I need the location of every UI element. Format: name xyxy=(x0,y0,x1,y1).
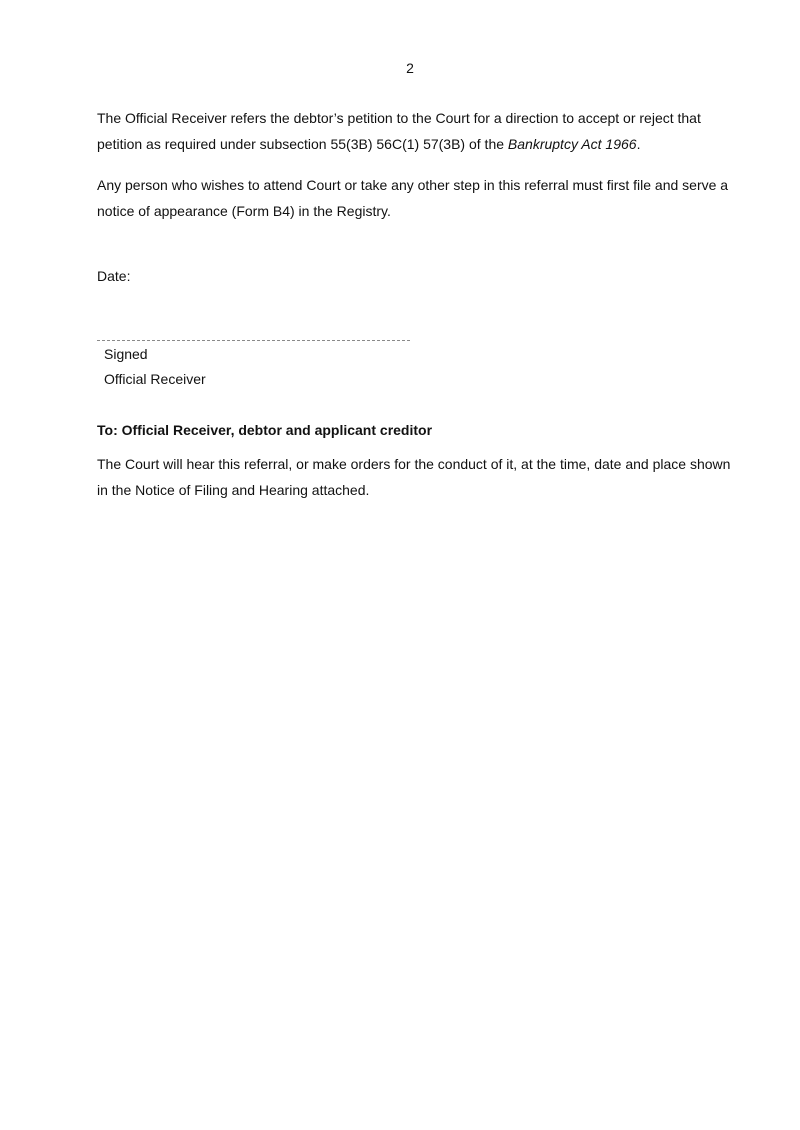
date-label: Date: xyxy=(97,268,131,284)
referral-paragraph xyxy=(97,105,737,157)
signatory-role: Official Receiver xyxy=(104,371,206,387)
signature-block xyxy=(104,342,206,392)
page-number: 2 xyxy=(406,60,414,76)
recipients-heading: To: Official Receiver, debtor and applicant creditor xyxy=(97,422,433,438)
signed-label: Signed xyxy=(104,346,148,362)
referral-text: The Official Receiver refers the debtor’s petition to the Court for a direction to accept or reject that petition as required under subsection 55(3B) 56C(1) 57(3B) of the xyxy=(97,110,701,152)
appearance-paragraph: Any person who wishes to attend Court or take any other step in this referral must first file and serve a notice of appearance (Form B4) in the Registry. xyxy=(97,177,729,219)
signature-line xyxy=(97,340,410,341)
hearing-paragraph: The Court will hear this referral, or make orders for the conduct of it, at the time, date and place shown in the Notice of Filing and Hearing attached. xyxy=(97,456,731,498)
referral-text-end: . xyxy=(636,136,641,152)
act-title: Bankruptcy Act 1966 xyxy=(507,136,637,152)
